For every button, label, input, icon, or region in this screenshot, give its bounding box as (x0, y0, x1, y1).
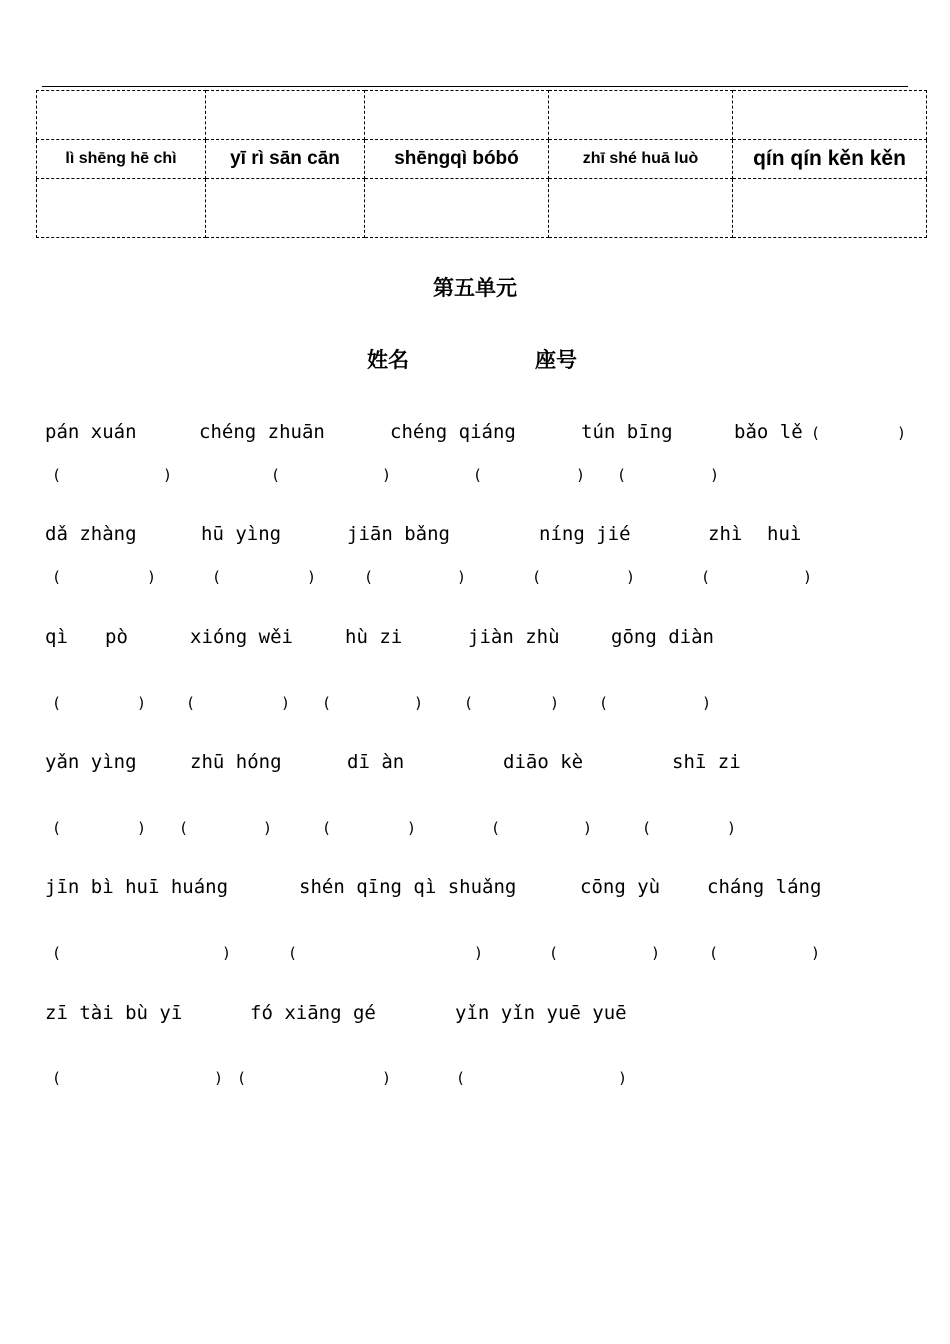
pinyin-word: pò (105, 626, 128, 648)
bracket-open: ( (617, 466, 627, 484)
bracket-open: ( (271, 466, 281, 484)
pinyin-cell: lì shēng hē chì (37, 140, 206, 179)
bracket-close: ) (626, 568, 636, 586)
bracket-close: ) (811, 944, 821, 962)
pinyin-row (37, 140, 927, 179)
answer-row-top (37, 91, 927, 140)
bracket-open: ( (464, 694, 474, 712)
bracket-open: ( (288, 944, 298, 962)
bracket-close: ) (457, 568, 467, 586)
pinyin-word: dǎ zhàng (45, 523, 137, 545)
bracket-open: ( (532, 568, 542, 586)
bracket-open: ( (52, 694, 62, 712)
bracket-close: ) (137, 694, 147, 712)
bracket-close: ) (727, 819, 737, 837)
bracket-close: ) (382, 466, 392, 484)
answer-cell[interactable] (206, 91, 365, 140)
bracket-close: ) (281, 694, 291, 712)
pinyin-word: jiān bǎng (347, 523, 450, 545)
pinyin-word: gōng diàn (611, 626, 714, 648)
pinyin-word: yǐn yǐn yuē yuē (455, 1002, 627, 1024)
pinyin-word: cháng láng (707, 876, 822, 898)
pinyin-word: chéng qiáng (390, 421, 516, 443)
bracket-close: ) (550, 694, 560, 712)
pinyin-word: cōng yù (580, 876, 661, 898)
answer-cell[interactable] (37, 179, 206, 238)
pinyin-word: jīn bì huī huáng (45, 876, 229, 898)
pinyin-cell: qín qín kěn kěn (733, 140, 927, 179)
answer-cell[interactable] (365, 179, 549, 238)
bracket-open: ( (186, 694, 196, 712)
bracket-close: ) (618, 1069, 628, 1087)
bracket-open: ( (237, 1069, 247, 1087)
bracket-close: ) (710, 466, 720, 484)
bracket-open: ( (549, 944, 559, 962)
bracket-open: ( (52, 944, 62, 962)
bracket-open: ( (701, 568, 711, 586)
bracket-close: ) (474, 944, 484, 962)
pinyin-word: xióng wěi (190, 626, 293, 648)
bracket-open: ( (491, 819, 501, 837)
bracket-open: ( (212, 568, 222, 586)
answer-cell[interactable] (37, 91, 206, 140)
pinyin-word: shén qīng qì shuǎng (299, 876, 517, 898)
pinyin-word: yǎn yìng (45, 751, 137, 773)
pinyin-table (36, 90, 927, 238)
bracket-close: ) (163, 466, 173, 484)
pinyin-cell: shēngqì bóbó (365, 140, 549, 179)
bracket-close: ) (137, 819, 147, 837)
bracket-close: ) (702, 694, 712, 712)
bracket-close: ) (897, 424, 907, 442)
bracket-close: ) (576, 466, 586, 484)
pinyin-word: zhū hóng (190, 751, 282, 773)
pinyin-word: jiàn zhù (468, 626, 560, 648)
bracket-close: ) (307, 568, 317, 586)
bracket-open: ( (52, 568, 62, 586)
pinyin-word: hū yìng (201, 523, 282, 545)
top-rule (42, 86, 908, 87)
bracket-open: ( (456, 1069, 466, 1087)
unit-title: 第五单元 (433, 275, 517, 300)
pinyin-cell: zhī shé huā luò (549, 140, 733, 179)
seat-label: 座号 (535, 347, 577, 372)
bracket-close: ) (382, 1069, 392, 1087)
bracket-close: ) (803, 568, 813, 586)
bracket-close: ) (214, 1069, 224, 1087)
pinyin-word: tún bīng (581, 421, 673, 443)
answer-cell[interactable] (365, 91, 549, 140)
bracket-close: ) (583, 819, 593, 837)
bracket-close: ) (147, 568, 157, 586)
pinyin-word: dī àn (347, 751, 405, 773)
pinyin-word: hù zi (345, 626, 403, 648)
bracket-close: ) (222, 944, 232, 962)
pinyin-word: huì (767, 523, 802, 545)
pinyin-word: shī zi (672, 751, 741, 773)
pinyin-word: zī tài bù yī (45, 1002, 183, 1024)
bracket-open: ( (599, 694, 609, 712)
pinyin-word: zhì (708, 523, 743, 545)
pinyin-word: fó xiāng gé (250, 1002, 376, 1024)
bracket-open: ( (322, 819, 332, 837)
bracket-open: ( (52, 1069, 62, 1087)
pinyin-word: pán xuán (45, 421, 137, 443)
bracket-open: ( (52, 466, 62, 484)
bracket-close: ) (414, 694, 424, 712)
pinyin-word: qì (45, 626, 68, 648)
pinyin-cell: yī rì sān cān (206, 140, 365, 179)
bracket-open: ( (811, 424, 821, 442)
bracket-open: ( (473, 466, 483, 484)
answer-cell[interactable] (549, 91, 733, 140)
bracket-close: ) (651, 944, 661, 962)
answer-cell[interactable] (549, 179, 733, 238)
bracket-open: ( (179, 819, 189, 837)
bracket-close: ) (407, 819, 417, 837)
answer-cell[interactable] (733, 91, 927, 140)
name-label: 姓名 (367, 347, 409, 372)
pinyin-word: bǎo lě (734, 421, 803, 443)
pinyin-word: chéng zhuān (199, 421, 325, 443)
bracket-open: ( (364, 568, 374, 586)
answer-cell[interactable] (206, 179, 365, 238)
bracket-open: ( (642, 819, 652, 837)
pinyin-word: diāo kè (503, 751, 584, 773)
pinyin-word: níng jié (539, 523, 631, 545)
bracket-open: ( (52, 819, 62, 837)
bracket-open: ( (709, 944, 719, 962)
bracket-open: ( (322, 694, 332, 712)
answer-cell[interactable] (733, 179, 927, 238)
bracket-close: ) (263, 819, 273, 837)
answer-row-bottom (37, 179, 927, 238)
